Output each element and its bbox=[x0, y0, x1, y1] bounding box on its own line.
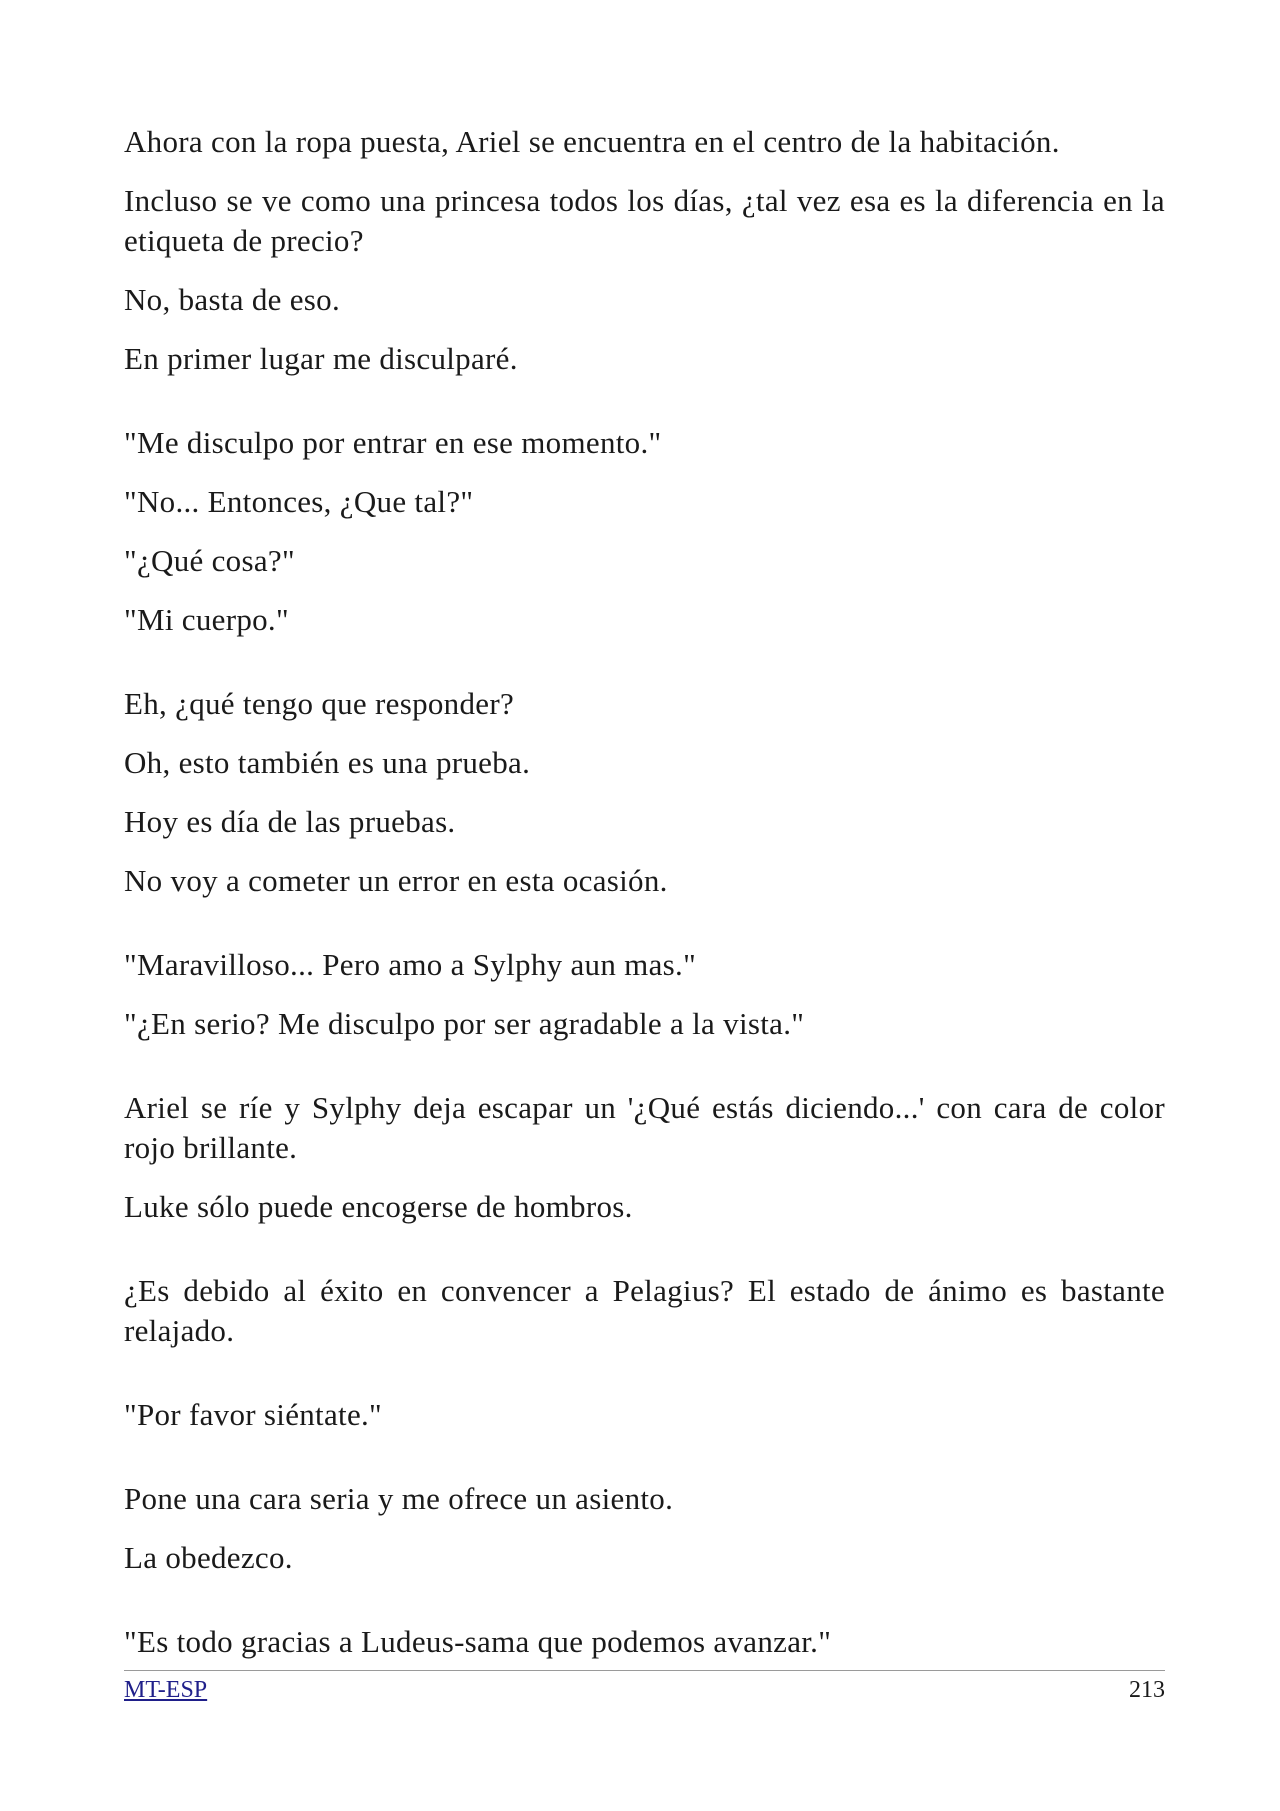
paragraph: No voy a cometer un error en esta ocasión. bbox=[124, 863, 668, 898]
document-body bbox=[124, 122, 1165, 1681]
paragraph: No, basta de eso. bbox=[124, 282, 341, 317]
paragraph: "Mi cuerpo." bbox=[124, 602, 289, 637]
footer-link[interactable]: MT-ESP bbox=[124, 1677, 208, 1703]
paragraph: "Por favor siéntate." bbox=[124, 1397, 383, 1432]
paragraph: Ahora con la ropa puesta, Ariel se encuentra en el centro de la habitación. bbox=[124, 124, 1060, 159]
page-number: 213 bbox=[1129, 1677, 1165, 1703]
paragraph: Incluso se ve como una princesa todos los días, ¿tal vez esa es la diferencia en la etiqueta de precio? bbox=[124, 183, 1165, 258]
paragraph: ¿Es debido al éxito en convencer a Pelagius? El estado de ánimo es bastante relajado. bbox=[124, 1273, 1165, 1348]
paragraph: En primer lugar me disculparé. bbox=[124, 341, 518, 376]
page-footer bbox=[124, 1670, 1165, 1707]
paragraph: "No... Entonces, ¿Que tal?" bbox=[124, 484, 474, 519]
paragraph: "Es todo gracias a Ludeus-sama que podemos avanzar." bbox=[124, 1624, 832, 1659]
paragraph: Pone una cara seria y me ofrece un asiento. bbox=[124, 1481, 674, 1516]
paragraph: Ariel se ríe y Sylphy deja escapar un '¿Qué estás diciendo...' con cara de color rojo brillante. bbox=[124, 1090, 1165, 1165]
paragraph: La obedezco. bbox=[124, 1540, 293, 1575]
paragraph: Hoy es día de las pruebas. bbox=[124, 804, 456, 839]
paragraph: Luke sólo puede encogerse de hombros. bbox=[124, 1189, 633, 1224]
paragraph: "Maravilloso... Pero amo a Sylphy aun mas." bbox=[124, 947, 697, 982]
paragraph: "¿Qué cosa?" bbox=[124, 543, 295, 578]
paragraph: "¿En serio? Me disculpo por ser agradable a la vista." bbox=[124, 1006, 805, 1041]
paragraph: Oh, esto también es una prueba. bbox=[124, 745, 531, 780]
paragraph: Eh, ¿qué tengo que responder? bbox=[124, 686, 515, 721]
paragraph: "Me disculpo por entrar en ese momento." bbox=[124, 425, 662, 460]
